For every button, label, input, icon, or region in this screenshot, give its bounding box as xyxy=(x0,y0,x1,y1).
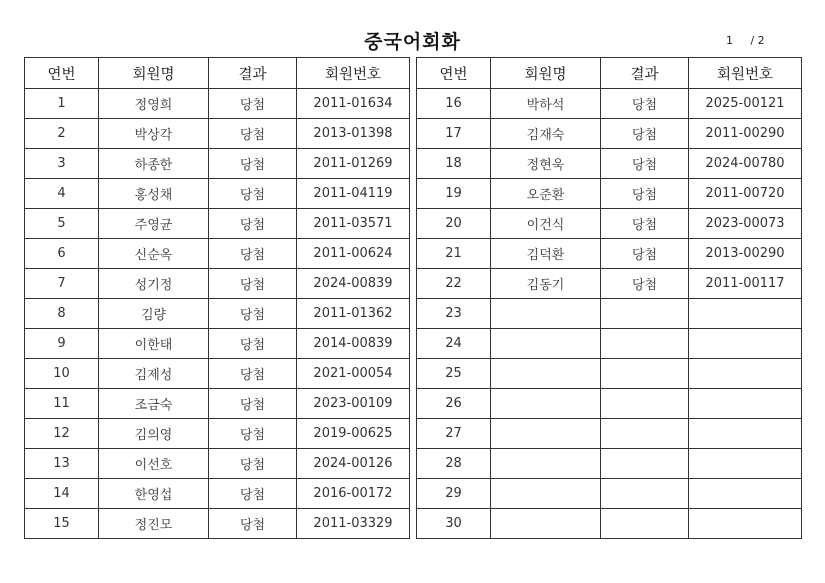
member-id: 2011-00624 xyxy=(297,239,410,269)
member-name: 하종한 xyxy=(99,149,209,179)
table-row xyxy=(25,329,410,359)
header-number: 연번 xyxy=(25,58,99,89)
member-id: 2024-00780 xyxy=(689,149,802,179)
result-cell: 당첨 xyxy=(601,119,689,149)
member-id: 2011-03571 xyxy=(297,209,410,239)
result-cell: 당첨 xyxy=(601,149,689,179)
table-row xyxy=(417,89,802,119)
member-name: 김재숙 xyxy=(491,119,601,149)
member-name: 정현욱 xyxy=(491,149,601,179)
member-name xyxy=(491,359,601,389)
member-name: 정진모 xyxy=(99,509,209,539)
member-id: 2011-01362 xyxy=(297,299,410,329)
member-id: 2019-00625 xyxy=(297,419,410,449)
table-row xyxy=(417,179,802,209)
member-name: 조금숙 xyxy=(99,389,209,419)
member-name: 주영균 xyxy=(99,209,209,239)
member-name: 신순옥 xyxy=(99,239,209,269)
member-name: 박상각 xyxy=(99,119,209,149)
table-row xyxy=(25,359,410,389)
row-number: 5 xyxy=(25,209,99,239)
member-id xyxy=(689,389,802,419)
table-row xyxy=(25,179,410,209)
table-row xyxy=(25,299,410,329)
result-cell xyxy=(601,449,689,479)
header-member-name: 회원명 xyxy=(491,58,601,89)
row-number: 25 xyxy=(417,359,491,389)
table-row xyxy=(417,209,802,239)
member-name: 김덕환 xyxy=(491,239,601,269)
member-id: 2011-01634 xyxy=(297,89,410,119)
member-name: 김제성 xyxy=(99,359,209,389)
member-name: 김량 xyxy=(99,299,209,329)
result-cell: 당첨 xyxy=(209,269,297,299)
member-id: 2011-04119 xyxy=(297,179,410,209)
table-row xyxy=(25,479,410,509)
row-number: 2 xyxy=(25,119,99,149)
member-id xyxy=(689,419,802,449)
results-table-left xyxy=(24,57,410,539)
member-id xyxy=(689,509,802,539)
result-cell: 당첨 xyxy=(209,209,297,239)
table-row xyxy=(25,389,410,419)
row-number: 30 xyxy=(417,509,491,539)
member-name: 한영섭 xyxy=(99,479,209,509)
table-row xyxy=(417,119,802,149)
row-number: 24 xyxy=(417,329,491,359)
member-name xyxy=(491,389,601,419)
member-name xyxy=(491,299,601,329)
row-number: 23 xyxy=(417,299,491,329)
result-cell: 당첨 xyxy=(209,119,297,149)
result-cell xyxy=(601,389,689,419)
member-id: 2016-00172 xyxy=(297,479,410,509)
header-member-name: 회원명 xyxy=(99,58,209,89)
table-row xyxy=(25,209,410,239)
member-id: 2011-00720 xyxy=(689,179,802,209)
result-cell xyxy=(601,479,689,509)
member-id: 2011-00290 xyxy=(689,119,802,149)
page-indicator: 1 / 2 xyxy=(726,34,765,47)
member-id xyxy=(689,479,802,509)
result-cell: 당첨 xyxy=(601,269,689,299)
row-number: 15 xyxy=(25,509,99,539)
member-name xyxy=(491,479,601,509)
member-id: 2023-00109 xyxy=(297,389,410,419)
row-number: 1 xyxy=(25,89,99,119)
member-name: 박하석 xyxy=(491,89,601,119)
header-result: 결과 xyxy=(601,58,689,89)
row-number: 22 xyxy=(417,269,491,299)
member-name xyxy=(491,419,601,449)
member-name xyxy=(491,449,601,479)
result-cell: 당첨 xyxy=(209,299,297,329)
result-cell: 당첨 xyxy=(209,509,297,539)
member-id xyxy=(689,329,802,359)
member-id: 2024-00839 xyxy=(297,269,410,299)
member-id: 2021-00054 xyxy=(297,359,410,389)
header-row xyxy=(417,58,802,89)
table-row xyxy=(25,269,410,299)
result-cell: 당첨 xyxy=(209,419,297,449)
member-name: 성기정 xyxy=(99,269,209,299)
table-row xyxy=(417,449,802,479)
result-cell: 당첨 xyxy=(209,449,297,479)
result-cell: 당첨 xyxy=(601,89,689,119)
table-row xyxy=(417,419,802,449)
result-cell: 당첨 xyxy=(601,239,689,269)
table-row xyxy=(417,239,802,269)
row-number: 3 xyxy=(25,149,99,179)
row-number: 6 xyxy=(25,239,99,269)
page-title: 중국어회화 xyxy=(364,31,461,53)
member-id: 2025-00121 xyxy=(689,89,802,119)
header-member-id: 회원번호 xyxy=(689,58,802,89)
table-row xyxy=(25,119,410,149)
member-name: 정영희 xyxy=(99,89,209,119)
member-id: 2013-00290 xyxy=(689,239,802,269)
result-cell: 당첨 xyxy=(601,179,689,209)
row-number: 19 xyxy=(417,179,491,209)
result-cell: 당첨 xyxy=(209,329,297,359)
row-number: 29 xyxy=(417,479,491,509)
result-cell: 당첨 xyxy=(209,179,297,209)
result-cell: 당첨 xyxy=(209,89,297,119)
result-cell: 당첨 xyxy=(209,239,297,269)
member-name xyxy=(491,329,601,359)
row-number: 27 xyxy=(417,419,491,449)
member-name: 김동기 xyxy=(491,269,601,299)
member-id xyxy=(689,449,802,479)
result-cell: 당첨 xyxy=(209,479,297,509)
result-cell xyxy=(601,419,689,449)
table-row xyxy=(25,89,410,119)
member-id: 2014-00839 xyxy=(297,329,410,359)
row-number: 8 xyxy=(25,299,99,329)
member-id: 2011-03329 xyxy=(297,509,410,539)
table-row xyxy=(417,299,802,329)
member-id: 2011-00117 xyxy=(689,269,802,299)
row-number: 21 xyxy=(417,239,491,269)
result-cell xyxy=(601,299,689,329)
member-name xyxy=(491,509,601,539)
result-cell xyxy=(601,329,689,359)
result-cell: 당첨 xyxy=(209,389,297,419)
member-id xyxy=(689,299,802,329)
row-number: 14 xyxy=(25,479,99,509)
result-cell xyxy=(601,509,689,539)
table-row xyxy=(25,239,410,269)
row-number: 26 xyxy=(417,389,491,419)
member-id: 2023-00073 xyxy=(689,209,802,239)
row-number: 16 xyxy=(417,89,491,119)
header-number: 연번 xyxy=(417,58,491,89)
member-name: 이한태 xyxy=(99,329,209,359)
member-name: 이선호 xyxy=(99,449,209,479)
table-row xyxy=(25,509,410,539)
row-number: 20 xyxy=(417,209,491,239)
results-table-right xyxy=(416,57,802,539)
header-member-id: 회원번호 xyxy=(297,58,410,89)
row-number: 12 xyxy=(25,419,99,449)
row-number: 10 xyxy=(25,359,99,389)
member-name: 이건식 xyxy=(491,209,601,239)
table-row xyxy=(25,149,410,179)
result-cell: 당첨 xyxy=(601,209,689,239)
header-row xyxy=(25,58,410,89)
member-name: 김의영 xyxy=(99,419,209,449)
header-result: 결과 xyxy=(209,58,297,89)
table-row xyxy=(417,389,802,419)
table-row xyxy=(417,269,802,299)
member-name: 오준환 xyxy=(491,179,601,209)
member-id: 2024-00126 xyxy=(297,449,410,479)
result-cell: 당첨 xyxy=(209,149,297,179)
table-row xyxy=(417,149,802,179)
member-id: 2011-01269 xyxy=(297,149,410,179)
member-id: 2013-01398 xyxy=(297,119,410,149)
row-number: 28 xyxy=(417,449,491,479)
table-row xyxy=(25,449,410,479)
row-number: 13 xyxy=(25,449,99,479)
row-number: 17 xyxy=(417,119,491,149)
table-row xyxy=(417,329,802,359)
result-cell xyxy=(601,359,689,389)
row-number: 7 xyxy=(25,269,99,299)
table-row xyxy=(417,509,802,539)
table-row xyxy=(25,419,410,449)
row-number: 11 xyxy=(25,389,99,419)
row-number: 9 xyxy=(25,329,99,359)
member-name: 홍성채 xyxy=(99,179,209,209)
member-id xyxy=(689,359,802,389)
row-number: 18 xyxy=(417,149,491,179)
row-number: 4 xyxy=(25,179,99,209)
table-row xyxy=(417,479,802,509)
result-cell: 당첨 xyxy=(209,359,297,389)
table-row xyxy=(417,359,802,389)
